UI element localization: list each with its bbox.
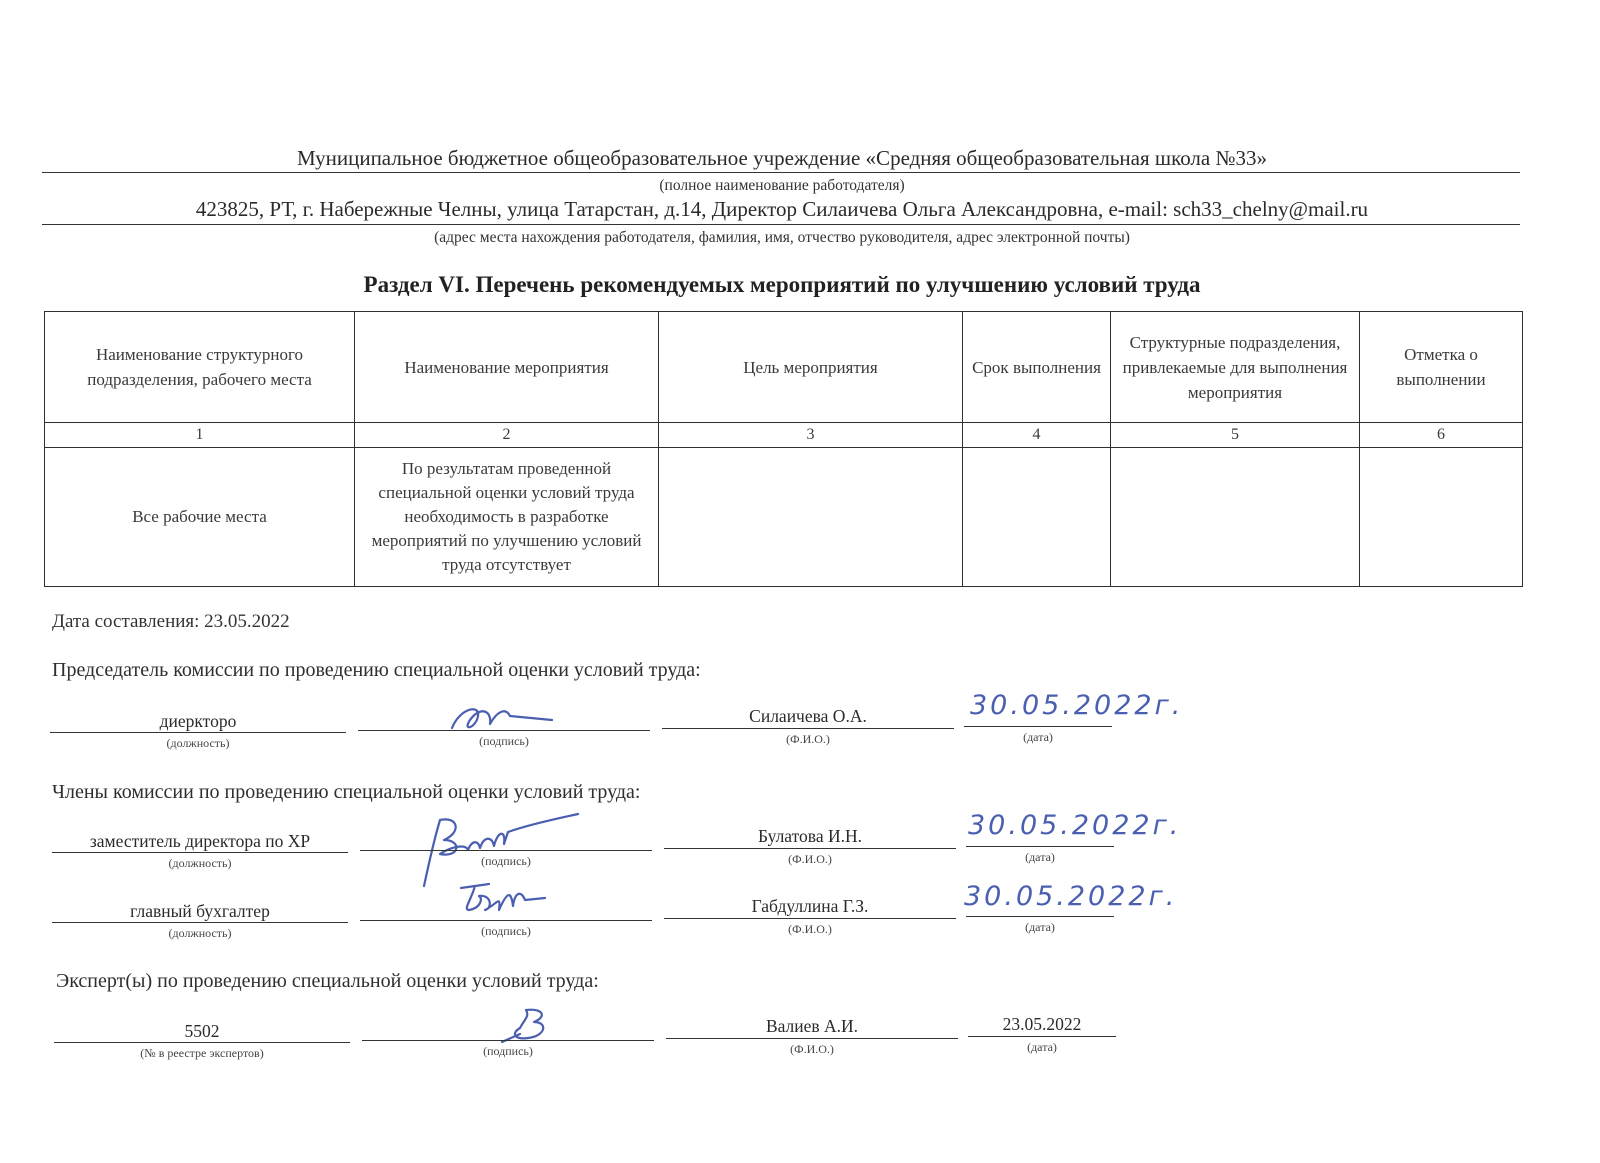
- table-cell: Все рабочие места: [45, 448, 355, 587]
- expert-name: Валиев А.И.: [765, 1016, 859, 1036]
- column-number: 1: [45, 423, 355, 448]
- member-date-line: [966, 846, 1114, 847]
- employer-name: Муниципальное бюджетное общеобразовательное учреждение «Средняя общеобразовательная школа №33»: [296, 146, 1268, 170]
- column-number: 3: [659, 423, 963, 448]
- expert-name-caption: (Ф.И.О.): [790, 1042, 834, 1056]
- employer-name-hint: (полное наименование работодателя): [659, 177, 905, 194]
- measures-table: [44, 311, 1523, 587]
- table-header-cell: Срок выполнения: [963, 312, 1111, 423]
- table-cell: [1360, 448, 1523, 587]
- table-cell: По результатам проведенной специальной оценки условий труда необходимость в разработке мероприятий по улучшению условий труда отсутствует: [355, 448, 659, 587]
- employer-address: 423825, РТ, г. Набережные Челны, улица Татарстан, д.14, Директор Силаичева Ольга Александровна, e-mail: sch33_chelny@mail.ru: [195, 197, 1369, 221]
- column-number: 4: [963, 423, 1111, 448]
- employer-address-line: [42, 224, 1520, 225]
- member-signature-line: [360, 850, 652, 851]
- member-position-caption: (должность): [168, 856, 232, 870]
- table-header-cell: Отметка о выполнении: [1360, 312, 1523, 423]
- chairman-date-line: [964, 726, 1112, 727]
- table-cell: [1111, 448, 1360, 587]
- table-header-cell: Наименование структурного подразделения, рабочего места: [45, 312, 355, 423]
- chairman-name-line: [662, 728, 954, 729]
- chairman-position-caption: (должность): [166, 736, 230, 750]
- table-cell: [659, 448, 963, 587]
- expert-name-line: [666, 1038, 958, 1039]
- expert-registry-no: 5502: [184, 1021, 220, 1041]
- table-cell: [963, 448, 1111, 587]
- column-number: 6: [1360, 423, 1523, 448]
- column-number: 2: [355, 423, 659, 448]
- expert-signature-line: [362, 1040, 654, 1041]
- member-position: заместитель директора по ХР: [89, 831, 311, 851]
- member-signature: [455, 880, 555, 930]
- column-number: 5: [1111, 423, 1360, 448]
- expert-date-caption: (дата): [1027, 1040, 1057, 1054]
- member-signature-caption: (подпись): [481, 924, 531, 938]
- chairman-name: Силаичева О.А.: [749, 706, 867, 726]
- member-date: 30.05.2022г.: [968, 810, 1182, 841]
- member-name-line: [664, 848, 956, 849]
- member-position-line: [52, 852, 348, 853]
- member-position-caption: (должность): [168, 926, 232, 940]
- expert-date: 23.05.2022: [1002, 1014, 1082, 1034]
- member-name-line: [664, 918, 956, 919]
- table-header-row: [45, 312, 1523, 423]
- member-name-caption: (Ф.И.О.): [788, 852, 832, 866]
- chairman-position-line: [50, 732, 346, 733]
- members-heading: Члены комиссии по проведению специальной оценки условий труда:: [52, 781, 641, 803]
- table-header-cell: Структурные подразделения, привлекаемые для выполнения мероприятия: [1111, 312, 1360, 423]
- member-signature-caption: (подпись): [481, 854, 531, 868]
- chairman-position: диеркторо: [159, 711, 237, 731]
- member-date-line: [966, 916, 1114, 917]
- member-name: Габдуллина Г.З.: [751, 896, 869, 916]
- member-position-line: [52, 922, 348, 923]
- section-title: Раздел VI. Перечень рекомендуемых мероприятий по улучшению условий труда: [363, 272, 1201, 297]
- table-header-cell: Наименование мероприятия: [355, 312, 659, 423]
- chairman-date-caption: (дата): [1023, 730, 1053, 744]
- member-date: 30.05.2022г.: [964, 881, 1178, 912]
- expert-date-line: [968, 1036, 1116, 1037]
- expert-signature-caption: (подпись): [483, 1044, 533, 1058]
- chairman-date: 30.05.2022г.: [970, 690, 1184, 721]
- table-number-row: [45, 423, 1523, 448]
- member-position: главный бухгалтер: [130, 901, 270, 921]
- employer-name-line: [42, 172, 1520, 173]
- chairman-heading: Председатель комиссии по проведению специальной оценки условий труда:: [52, 659, 701, 681]
- expert-registry-caption: (№ в реестре экспертов): [140, 1046, 264, 1060]
- member-name-caption: (Ф.И.О.): [788, 922, 832, 936]
- expert-registry-line: [54, 1042, 350, 1043]
- chairman-name-caption: (Ф.И.О.): [786, 732, 830, 746]
- member-date-caption: (дата): [1025, 920, 1055, 934]
- table-row: [45, 448, 1523, 587]
- member-signature-line: [360, 920, 652, 921]
- employer-address-hint: (адрес места нахождения работодателя, фамилия, имя, отчество руководителя, адрес электронной почты): [434, 229, 1130, 246]
- table-header-cell: Цель мероприятия: [659, 312, 963, 423]
- compiled-date: Дата составления: 23.05.2022: [52, 611, 290, 632]
- chairman-signature: [440, 698, 570, 738]
- member-name: Булатова И.Н.: [757, 826, 862, 846]
- member-date-caption: (дата): [1025, 850, 1055, 864]
- chairman-signature-caption: (подпись): [479, 734, 529, 748]
- experts-heading: Эксперт(ы) по проведению специальной оценки условий труда:: [56, 970, 599, 992]
- chairman-signature-line: [358, 730, 650, 731]
